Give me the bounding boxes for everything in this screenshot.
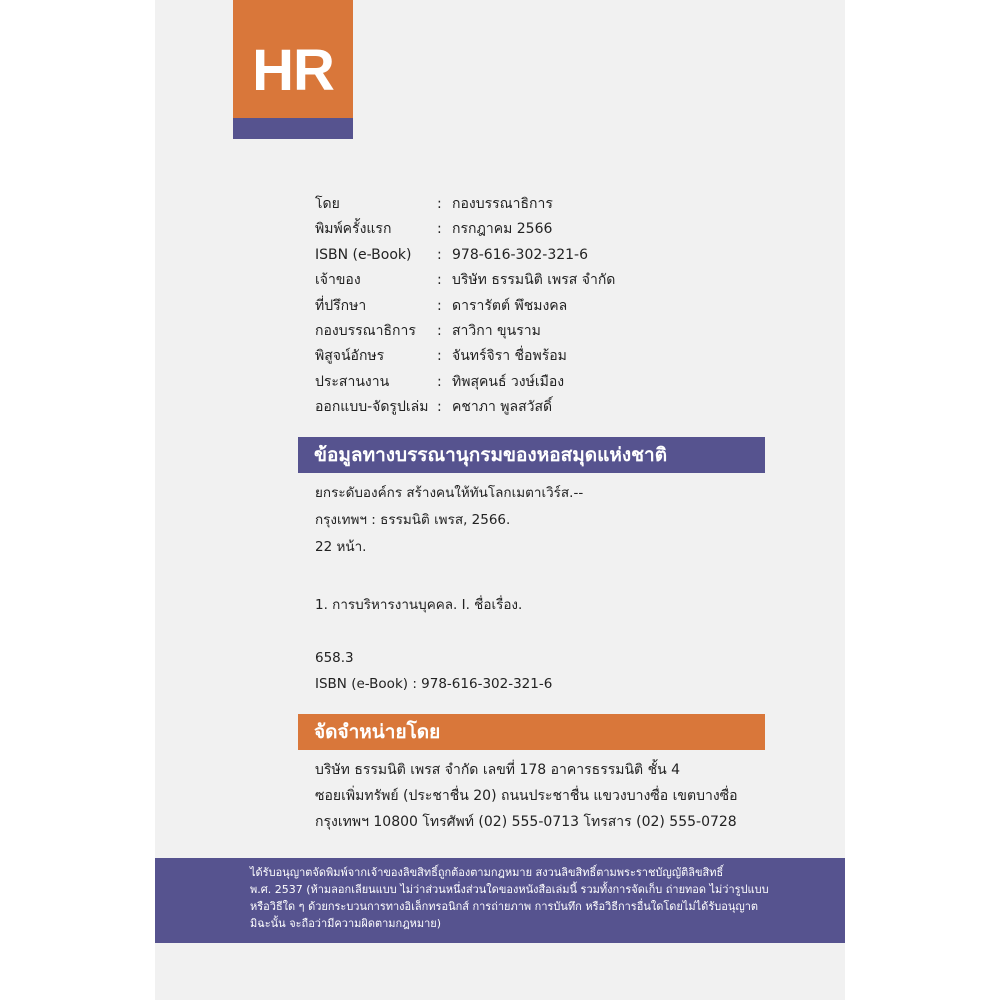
credit-value: ทิพสุคนธ์ วงษ์เมือง — [452, 373, 565, 390]
hr-logo-text: HR — [252, 37, 334, 103]
credit-label: โดย — [315, 196, 340, 212]
credit-value: 978-616-302-321-6 — [452, 246, 589, 263]
credit-colon: : — [437, 348, 442, 365]
distribution-heading: จัดจำหน่ายโดย — [298, 714, 765, 750]
credit-colon: : — [437, 272, 442, 289]
catalog-subject-line: 1. การบริหารงานบุคคล. I. ชื่อเรื่อง. — [315, 597, 523, 613]
distribution-line: บริษัท ธรรมนิติ เพรส จำกัด เลขที่ 178 อาคารธรรมนิติ ชั้น 4 — [315, 762, 681, 778]
distribution-address — [315, 757, 738, 835]
hr-logo-bar — [233, 118, 353, 139]
credit-label: เจ้าของ — [315, 272, 361, 289]
distribution-line: ซอยเพิ่มทรัพย์ (ประชาชื่น 20) ถนนประชาชื่น แขวงบางซื่อ เขตบางซื่อ — [315, 788, 738, 804]
credit-label: พิมพ์ครั้งแรก — [315, 221, 392, 238]
book-page — [155, 0, 845, 1000]
credit-value: จันทร์จิรา ชื่อพร้อม — [452, 348, 567, 365]
catalog-pages-line: 22 หน้า. — [315, 539, 367, 555]
copyright-line: พ.ศ. 2537 (ห้ามลอกเลียนแบบ ไม่ว่าส่วนหนึ่งส่วนใดของหนังสือเล่มนี้ รวมทั้งการจัดเก็บ ถ่ายทอด ไม่ว่ารูปแบบ — [250, 883, 769, 896]
credit-row-isbn — [315, 243, 775, 268]
credit-row-author — [315, 192, 775, 217]
credit-label: ออกแบบ-จัดรูปเล่ม — [315, 399, 429, 416]
copyright-line: หรือวิธีใด ๆ ด้วยกระบวนการทางอิเล็กทรอนิกส์ การถ่ายภาพ การบันทึก หรือวิธีการอื่นใดโดยไม่ได้รับอนุญาต — [250, 900, 759, 913]
credit-colon: : — [437, 196, 442, 212]
credit-label: ISBN (e-Book) — [315, 246, 412, 263]
distribution-line: กรุงเทพฯ 10800 โทรศัพท์ (02) 555-0713 โทรสาร (02) 555-0728 — [315, 814, 737, 830]
credit-colon: : — [437, 323, 442, 340]
credit-row-coordinator — [315, 370, 775, 395]
credit-value: คชาภา พูลสวัสดิ์ — [452, 399, 553, 416]
credit-value: บริษัท ธรรมนิติ เพรส จำกัด — [452, 272, 616, 289]
copyright-footer — [155, 858, 845, 943]
catalog-heading: ข้อมูลทางบรรณานุกรมของหอสมุดแห่งชาติ — [298, 437, 765, 473]
credit-row-design — [315, 395, 775, 420]
copyright-line: ได้รับอนุญาตจัดพิมพ์จากเจ้าของลิขสิทธิ์ถูกต้องตามกฎหมาย สงวนลิขสิทธิ์ตามพระราชบัญญัติลิขสิทธิ์ — [250, 866, 724, 879]
credit-label: พิสูจน์อักษร — [315, 348, 385, 365]
catalog-title-line: ยกระดับองค์กร สร้างคนให้ทันโลกเมตาเวิร์ส.-- — [315, 485, 584, 501]
hr-logo — [233, 0, 353, 118]
catalog-classification-line: 658.3 — [315, 650, 354, 666]
credit-colon: : — [437, 373, 442, 390]
credit-value: กองบรรณาธิการ — [452, 196, 553, 212]
catalog-publisher-line: กรุงเทพฯ : ธรรมนิติ เพรส, 2566. — [315, 512, 511, 528]
credit-row-proofreader — [315, 344, 775, 369]
credit-colon: : — [437, 297, 442, 314]
credit-row-advisor — [315, 294, 775, 319]
credit-colon: : — [437, 246, 442, 263]
credit-colon: : — [437, 399, 442, 416]
credit-value: กรกฎาคม 2566 — [452, 221, 553, 238]
credit-row-editorial — [315, 319, 775, 344]
credits-list — [315, 192, 775, 421]
credit-label: ที่ปรึกษา — [315, 297, 367, 314]
credit-colon: : — [437, 221, 442, 238]
credit-value: สาวิกา ขุนราม — [452, 323, 541, 340]
credit-label: ประสานงาน — [315, 373, 390, 390]
credit-label: กองบรรณาธิการ — [315, 323, 416, 340]
credit-row-owner — [315, 268, 775, 293]
catalog-isbn-line: ISBN (e-Book) : 978-616-302-321-6 — [315, 676, 553, 692]
copyright-line: มิฉะนั้น จะถือว่ามีความผิดตามกฎหมาย) — [250, 917, 441, 930]
credit-row-first-print — [315, 217, 775, 242]
credit-value: ดารารัตต์ พึชมงคล — [452, 297, 568, 314]
